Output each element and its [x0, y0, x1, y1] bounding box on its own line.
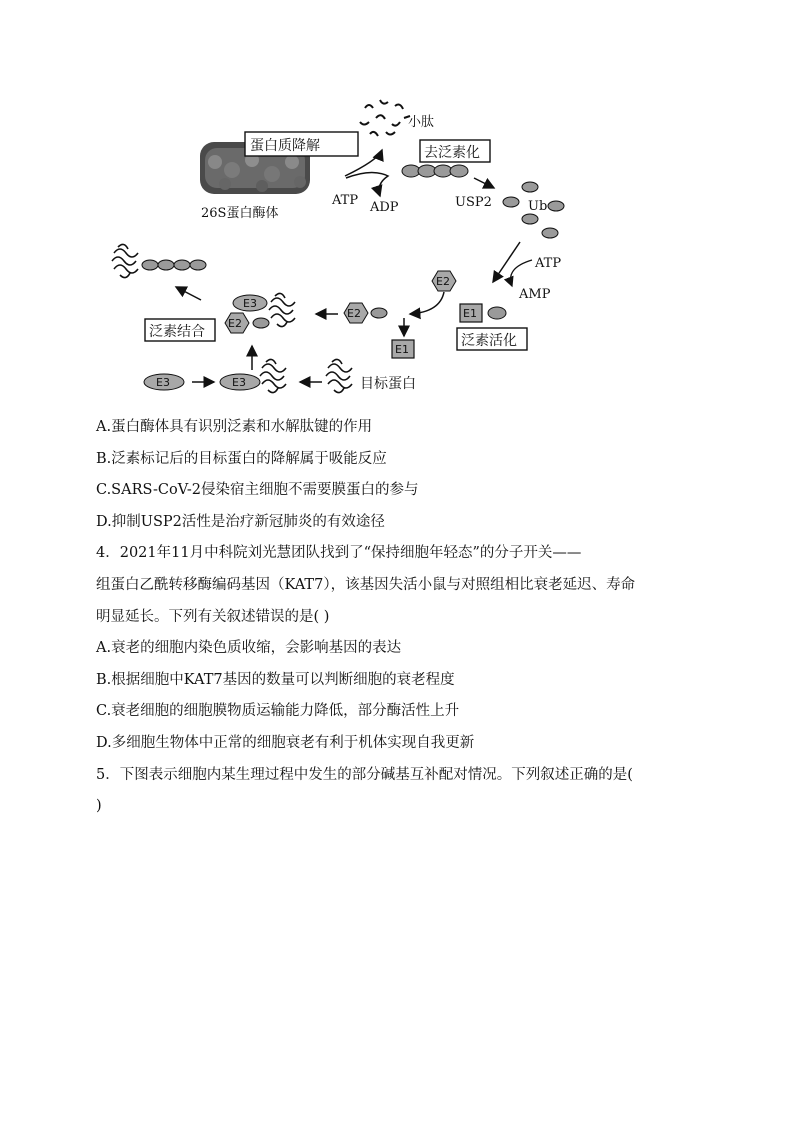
adp-label: ADP: [370, 200, 399, 215]
target-protein-polyub: [112, 244, 138, 277]
q3-option-a: A.蛋白酶体具有识别泛素和水解肽键的作用: [96, 419, 373, 435]
e2-label-incoming: E2: [436, 275, 450, 288]
binding-label: 泛素结合: [149, 324, 205, 340]
deubiquitination-label: 去泛素化: [424, 145, 480, 161]
q4-option-a: A.衰老的细胞内染色质收缩，会影响基因的表达: [96, 640, 402, 657]
degradation-label: 蛋白质降解: [250, 138, 320, 154]
peptide-label: 小肽: [408, 115, 435, 130]
q4-stem-line1: 4．2021年11月中科院刘光慧团队找到了“保持细胞年轻态”的分子开关——: [96, 545, 582, 562]
peptide-fragments: [360, 100, 410, 136]
q3-option-c: C.SARS-CoV-2侵染宿主细胞不需要膜蛋白的参与: [96, 482, 419, 499]
ub-on-complex: [253, 318, 269, 328]
q5-stem-line2: ): [96, 798, 102, 815]
e2-label-ub: E2: [347, 307, 361, 320]
e2-transfer-arrow: [410, 292, 444, 314]
e1-label-right: E1: [463, 307, 477, 320]
proteasome-label: 26S蛋白酶体: [201, 206, 279, 221]
target-label: 目标蛋白: [360, 376, 416, 392]
q4-stem-line2: 组蛋白乙酰转移酶编码基因（KAT7），该基因失活小鼠与对照组相比衰老延迟、寿命: [96, 576, 636, 593]
to-polyubiquitin-arrow: [176, 287, 201, 300]
atp-left-label: ATP: [332, 193, 359, 208]
usp2-arrow: [474, 178, 494, 188]
ub-label: Ub: [528, 199, 548, 214]
q4-option-c: C.衰老细胞的细胞膜物质运输能力降低，部分酶活性上升: [96, 703, 460, 720]
target-protein-free: [326, 359, 352, 392]
e2-label-complex: E2: [228, 317, 242, 330]
atp-amp-arrow: [511, 260, 532, 286]
ub-on-e1: [488, 307, 506, 319]
activation-arrow: [493, 242, 520, 282]
q5-stem-line1: 5．下图表示细胞内某生理过程中发生的部分碱基互补配对情况。下列叙述正确的是(: [96, 766, 633, 783]
q4-option-b: B.根据细胞中KAT7基因的数量可以判断细胞的衰老程度: [96, 671, 455, 688]
question-text: [96, 412, 706, 823]
target-protein-bound: [260, 359, 286, 392]
e3-label-complex: E3: [243, 297, 257, 310]
e1-label-released: E1: [395, 343, 409, 356]
q4-stem-line3: 明显延长。下列有关叙述错误的是( ): [96, 608, 330, 625]
e3-label-bound: E3: [232, 376, 246, 389]
ubiquitin-pathway-diagram: [0, 0, 794, 410]
ubiquitin-chain-left: [142, 260, 206, 270]
amp-label: AMP: [519, 287, 551, 302]
usp2-label: USP2: [455, 195, 492, 210]
target-protein-complex: [269, 293, 295, 326]
atp-right-label: ATP: [535, 256, 562, 271]
q4-option-d: D.多细胞生物体中正常的细胞衰老有利于机体实现自我更新: [96, 734, 475, 751]
ubiquitin-chain-top: [402, 165, 468, 177]
ub-on-e2: [371, 308, 387, 318]
activation-label: 泛素活化: [461, 333, 517, 349]
q3-option-d: D.抑制USP2活性是治疗新冠肺炎的有效途径: [96, 513, 385, 530]
q3-option-b: B.泛素标记后的目标蛋白的降解属于吸能反应: [96, 450, 387, 467]
e3-label-free: E3: [156, 376, 170, 389]
